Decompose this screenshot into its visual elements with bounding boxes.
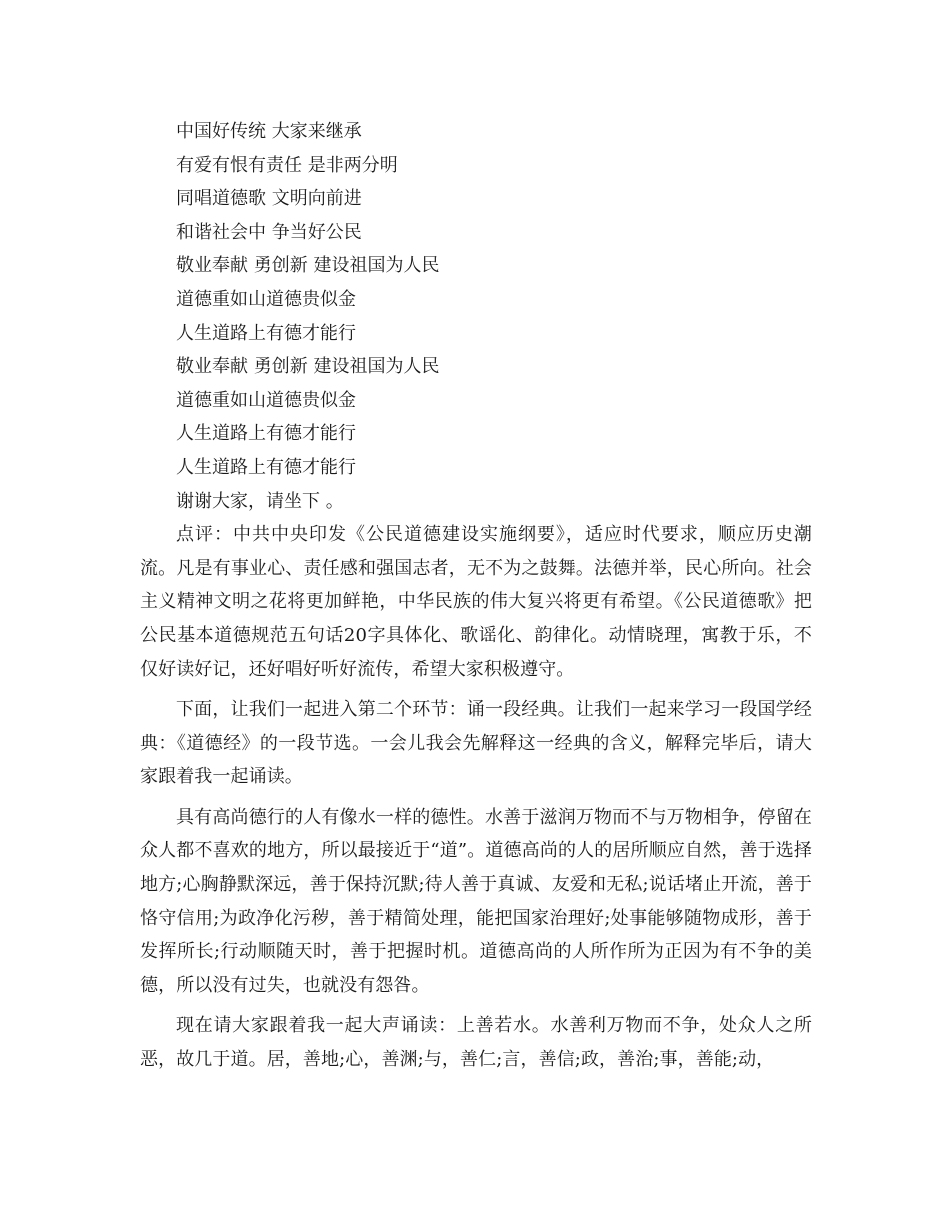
lyric-line: 道德重如山道德贵似金 — [176, 288, 356, 310]
commentary-paragraph: 点评：中共中央印发《公民道德建设实施纲要》，适应时代要求，顺应历史潮流。凡是有事业心、责任感和强国志者，无不为之鼓舞。法德并举，民心所向。社会主义精神文明之花将更加鲜艳，中华民族的伟大复兴将更有希望。《公民道德歌》把公民基本道德规范五句话20字具体化、歌谣化、韵律化。动情晓理，寓教于乐，不仅好读好记，还好唱好听好流传，希望大家积极遵守。 — [140, 524, 812, 680]
lyric-line: 同唱道德歌 文明向前进 — [176, 188, 362, 210]
lyric-line: 人生道路上有德才能行 — [176, 456, 356, 478]
lyric-line: 有爱有恨有责任 是非两分明 — [176, 154, 398, 176]
document-body — [140, 115, 812, 1077]
lyric-line: 敬业奉献 勇创新 建设祖国为人民 — [176, 356, 440, 378]
recitation-paragraph: 现在请大家跟着我一起大声诵读：上善若水。水善利万物而不争，处众人之所恶，故几于道。居，善地;心，善渊;与，善仁;言，善信;政，善治;事，善能;动， — [140, 1015, 812, 1071]
lyric-line: 道德重如山道德贵似金 — [176, 389, 356, 411]
lyric-line: 和谐社会中 争当好公民 — [176, 221, 362, 243]
closing-line: 谢谢大家，请坐下 。 — [176, 490, 344, 512]
lyric-line: 人生道路上有德才能行 — [176, 322, 356, 344]
lyric-line: 敬业奉献 勇创新 建设祖国为人民 — [176, 255, 440, 277]
lyric-line: 人生道路上有德才能行 — [176, 423, 356, 445]
intro-paragraph: 下面，让我们一起进入第二个环节：诵一段经典。让我们一起来学习一段国学经典：《道德经》的一段节选。一会儿我会先解释这一经典的含义，解释完毕后，请大家跟着我一起诵读。 — [140, 699, 812, 788]
lyric-line: 中国好传统 大家来继承 — [176, 121, 362, 142]
song-lyrics — [140, 115, 812, 518]
explanation-paragraph: 具有高尚德行的人有像水一样的德性。水善于滋润万物而不与万物相争，停留在众人都不喜欢的地方，所以最接近于“道”。道德高尚的人的居所顺应自然，善于选择地方;心胸静默深远，善于保持沉默;待人善于真诚、友爱和无私;说话堵止开流，善于恪守信用;为政净化污秽，善于精简处理，能把国家治理好;处事能够随物成形，善于发挥所长;行动顺随天时，善于把握时机。道德高尚的人所作所为正因为有不争的美德，所以没有过失，也就没有怨咎。 — [140, 806, 812, 996]
